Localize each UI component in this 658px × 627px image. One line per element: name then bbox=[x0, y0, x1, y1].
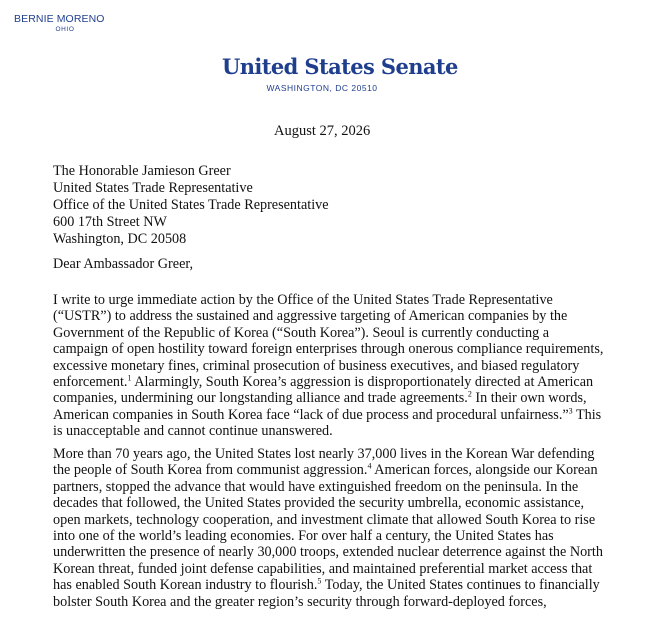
paragraph-line: into one of the world’s leading economies. For over half a century, the United States has bbox=[53, 528, 554, 545]
line-text: has enabled South Korean industry to flourish. bbox=[53, 577, 318, 594]
address-line: The Honorable Jamieson Greer bbox=[53, 163, 231, 179]
paragraph-line: decades that followed, the United States provided the security umbrella, economic assistance, bbox=[53, 495, 585, 512]
footnote-marker: 5 bbox=[317, 576, 322, 586]
address-line: United States Trade Representative bbox=[53, 180, 253, 196]
paragraph-line bbox=[53, 407, 603, 423]
paragraph-line: open markets, technology cooperation, and investment climate that allowed South Korea to rise bbox=[53, 511, 596, 528]
line-text: enforcement. bbox=[53, 374, 128, 391]
recipient-address bbox=[53, 163, 329, 248]
letter-date: August 27, 2026 bbox=[274, 123, 371, 139]
footnote-marker: 1 bbox=[127, 373, 132, 383]
paragraph-line: I write to urge immediate action by the Office of the United States Trade Representative bbox=[53, 292, 553, 308]
line-text: the people of South Korea from communist aggression. bbox=[53, 462, 368, 479]
paragraph-line: underwritten the presence of nearly 30,000 troops, extended nuclear deterrence against the North bbox=[53, 544, 603, 561]
paragraph-line bbox=[53, 462, 603, 478]
line-text: In their own words, bbox=[471, 390, 587, 407]
senate-masthead bbox=[222, 54, 458, 94]
senate-location: WASHINGTON, DC 20510 bbox=[266, 83, 378, 93]
senator-name: BERNIE MORENO bbox=[14, 13, 105, 25]
paragraph-line: excessive monetary fines, criminal prosecution of business executives, and biased regulatory bbox=[53, 357, 580, 374]
line-text: companies, undermining our longstanding alliance and trade agreements. bbox=[53, 390, 468, 407]
salutation: Dear Ambassador Greer, bbox=[53, 256, 194, 272]
paragraph-line bbox=[53, 390, 603, 406]
address-line: Washington, DC 20508 bbox=[53, 231, 187, 247]
paragraph-line: is unacceptable and cannot continue unanswered. bbox=[53, 423, 333, 440]
address-line: 600 17th Street NW bbox=[53, 214, 167, 230]
line-text: Alarmingly, South Korea’s aggression is disproportionately directed at American bbox=[131, 374, 594, 391]
address-line: Office of the United States Trade Representative bbox=[53, 197, 329, 213]
line-text: Today, the United States continues to financially bbox=[321, 577, 600, 594]
paragraph-line: More than 70 years ago, the United States lost nearly 37,000 lives in the Korean War defending bbox=[53, 446, 595, 462]
paragraph-line bbox=[53, 374, 603, 390]
footnote-marker: 3 bbox=[568, 406, 573, 416]
line-text: This bbox=[572, 406, 602, 423]
senator-state: OHIO bbox=[55, 26, 75, 33]
line-text: American companies in South Korea face “lack of due process and procedural unfairness.” bbox=[53, 406, 569, 423]
senator-letterhead bbox=[14, 13, 104, 34]
paragraph-line: (“USTR”) to address the sustained and aggressive targeting of American companies by the bbox=[53, 308, 568, 325]
paragraph-1 bbox=[53, 292, 603, 440]
paragraph-line: Government of the Republic of Korea (“South Korea”). Seoul is currently conducting a bbox=[53, 324, 550, 341]
line-text: American forces, alongside our Korean bbox=[371, 462, 598, 479]
paragraph-line: campaign of open hostility toward foreign enterprises through onerous compliance requirements, bbox=[53, 341, 604, 358]
paragraph-2 bbox=[53, 446, 603, 610]
footnote-marker: 4 bbox=[367, 461, 372, 471]
paragraph-line: partners, stopped the advance that would have extinguished freedom on the peninsula. In the bbox=[53, 478, 579, 495]
footnote-marker: 2 bbox=[467, 389, 472, 399]
paragraph-line: Korean threat, funded joint defense capabilities, and maintained preferential market access that bbox=[53, 560, 593, 577]
senate-title: United States Senate bbox=[222, 54, 458, 79]
paragraph-line: bolster South Korea and the greater region’s security through forward-deployed forces, bbox=[53, 593, 547, 610]
paragraph-line bbox=[53, 577, 603, 593]
